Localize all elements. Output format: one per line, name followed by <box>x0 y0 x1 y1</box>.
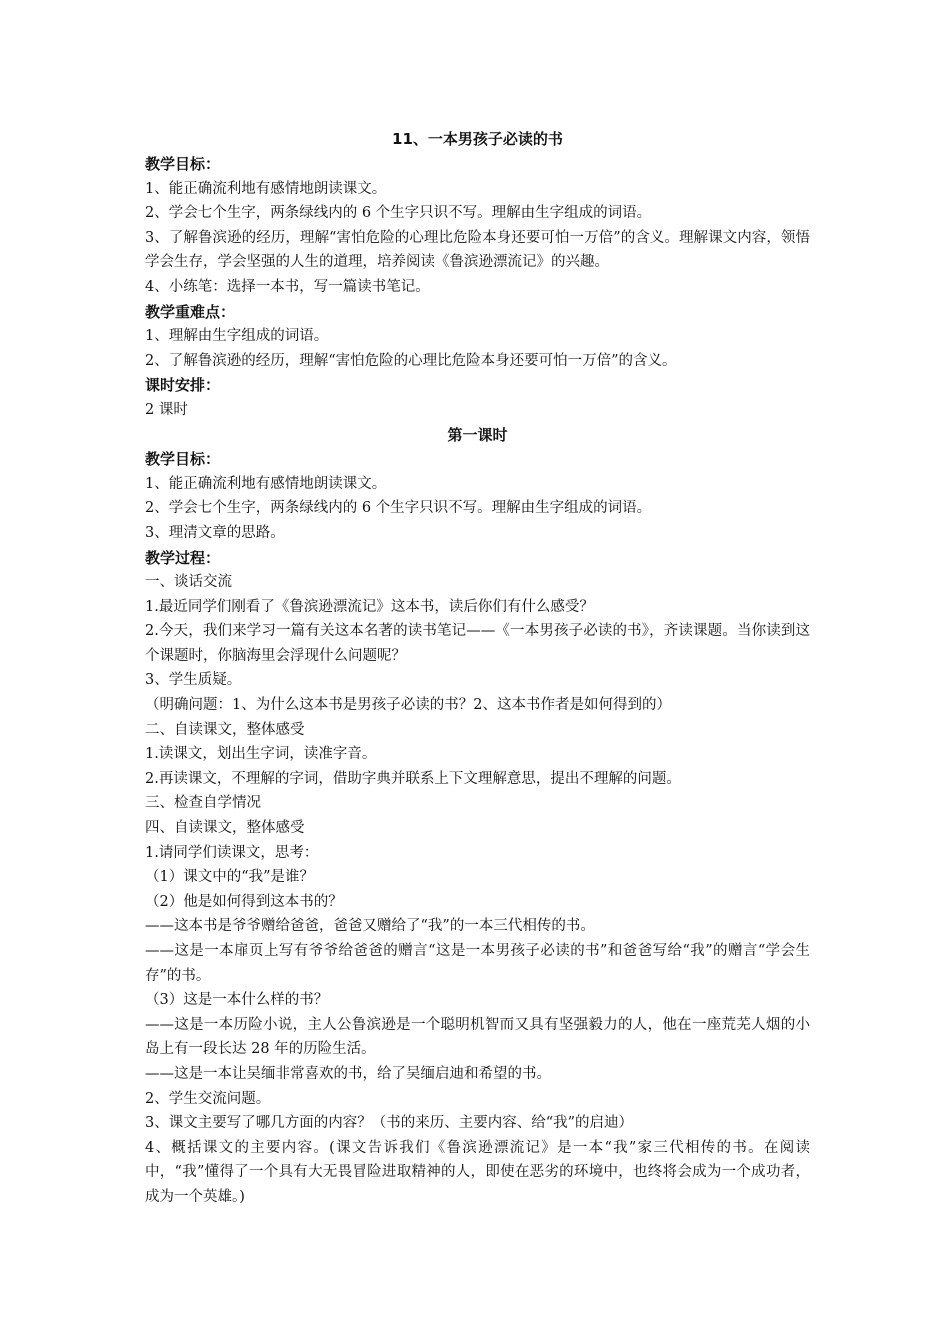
process-step: 3、学生质疑。 <box>145 672 242 689</box>
process-step: （3）这是一本什么样的书？ <box>145 992 329 1009</box>
process-step: 1.最近同学们刚看了《鲁滨逊漂流记》这本书，读后你们有什么感受？ <box>145 598 594 615</box>
key-point-item: 1、理解由生字组成的词语。 <box>145 328 329 345</box>
process-step: 4、概括课文的主要内容。(课文告诉我们《鲁滨逊漂流记》是一本“我”家三代相传的书。在阅读中，“我”懂得了一个具有大无畏冒险进取精神的人，即使在恶劣的环境中，也终将会成为一个成功者，成为一个英雄。) <box>145 1139 810 1205</box>
process-step: 四、自读课文，整体感受 <box>145 820 305 837</box>
process-step: （明确问题：1、为什么这本书是男孩子必读的书？2、这本书作者是如何得到的） <box>145 697 671 714</box>
process-step: ——这本书是爷爷赠给爸爸，爸爸又赠给了“我”的一本三代相传的书。 <box>145 918 595 935</box>
lesson-goal-item: 2、学会七个生字，两条绿线内的 6 个生字只识不写。理解由生字组成的词语。 <box>145 500 652 517</box>
document-page <box>145 128 810 1210</box>
process-step: 三、检查自学情况 <box>145 795 261 812</box>
process-step: （1）课文中的“我”是谁？ <box>145 869 315 886</box>
process-step: ——这是一本让吴缅非常喜欢的书，给了吴缅启迪和希望的书。 <box>145 1065 551 1082</box>
goal-item: 4、小练笔：选择一本书，写一篇读书笔记。 <box>145 278 430 295</box>
process-step: （2）他是如何得到这本书的？ <box>145 893 343 910</box>
process-heading: 教学过程： <box>145 548 221 567</box>
lesson-goals-heading: 教学目标： <box>145 450 221 469</box>
process-step: ——这是一本扉页上写有爷爷给爸爸的赠言“这是一本男孩子必读的书”和爸爸写给“我”的赠言“学会生存”的书。 <box>145 943 810 984</box>
goal-item: 1、能正确流利地有感情地朗读课文。 <box>145 180 387 197</box>
lesson-goal-item: 3、理清文章的思路。 <box>145 524 285 541</box>
document-title: 11、一本男孩子必读的书 <box>392 130 563 148</box>
schedule-text: 2 课时 <box>145 401 188 418</box>
goal-item: 2、学会七个生字，两条绿线内的 6 个生字只识不写。理解由生字组成的词语。 <box>145 205 652 222</box>
lesson-subtitle: 第一课时 <box>447 425 508 444</box>
process-step: 1.请同学们读课文，思考： <box>145 844 319 861</box>
process-step: 一、谈话交流 <box>145 574 232 591</box>
schedule-heading: 课时安排： <box>145 376 221 395</box>
key-point-item: 2、了解鲁滨逊的经历，理解“害怕危险的心理比危险本身还要可怕一万倍”的含义。 <box>145 352 677 369</box>
process-step: ——这是一本历险小说，主人公鲁滨逊是一个聪明机智而又具有坚强毅力的人，他在一座荒芜人烟的小岛上有一段长达 28 年的历险生活。 <box>145 1016 810 1058</box>
process-step: 1.读课文，划出生字词，读准字音。 <box>145 746 377 763</box>
process-step: 3、课文主要写了哪几方面的内容？（书的来历、主要内容、给“我”的启迪） <box>145 1115 634 1132</box>
key-points-heading: 教学重难点： <box>145 302 236 321</box>
process-step: 二、自读课文，整体感受 <box>145 721 305 738</box>
process-step: 2.今天，我们来学习一篇有关这本名著的读书笔记——《一本男孩子必读的书》，齐读课题。当你读到这个课题时，你脑海里会浮现什么问题呢？ <box>145 623 810 664</box>
goals-heading: 教学目标： <box>145 155 221 173</box>
lesson-goal-item: 1、能正确流利地有感情地朗读课文。 <box>145 475 387 492</box>
process-step: 2、学生交流问题。 <box>145 1090 271 1107</box>
process-step: 2.再读课文，不理解的字词，借助字典并联系上下文理解意思，提出不理解的问题。 <box>145 770 681 787</box>
goal-item: 3、了解鲁滨逊的经历，理解“害怕危险的心理比危险本身还要可怕一万倍”的含义。理解课文内容，领悟学会生存，学会坚强的人生的道理，培养阅读《鲁滨逊漂流记》的兴趣。 <box>145 229 810 271</box>
